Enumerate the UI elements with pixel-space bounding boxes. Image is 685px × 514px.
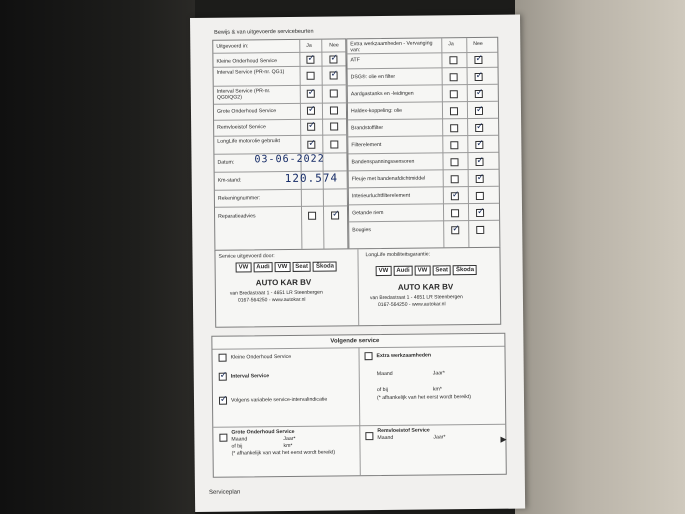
- column-divider: [466, 38, 469, 248]
- row-label: Remvloeistof Service: [217, 124, 266, 131]
- check-mark: ✓: [451, 190, 460, 201]
- background-adjacent-page: [515, 0, 685, 514]
- checkbox-ja[interactable]: [450, 124, 458, 132]
- of-bij-label: of bij: [376, 386, 388, 394]
- row-label: Filterelement: [351, 142, 382, 149]
- maand-label: Maand: [377, 434, 394, 442]
- col-header-ja: Ja: [306, 42, 312, 49]
- km-unit-label: km*: [432, 386, 442, 393]
- check-mark: ✓: [475, 70, 484, 82]
- row-label: Kleine Onderhoud Service: [216, 58, 278, 65]
- check-mark: ✓: [476, 138, 484, 150]
- check-mark: ✓: [307, 87, 316, 98]
- row-label: Getande riem: [352, 209, 384, 217]
- check-mark: ✓: [332, 209, 340, 220]
- afhankelijk-note: (* afhankelijk van het eerst wordt bereikt): [376, 394, 472, 402]
- row-divider: [214, 102, 346, 104]
- reparatie-label: Reparatieadvies: [218, 213, 256, 220]
- jaar-label: Jaar*: [432, 370, 445, 377]
- checkbox-nee[interactable]: [476, 192, 484, 200]
- stamp-address: van Bredastraat 1 - 4651 LR Steenbergen: [369, 294, 463, 302]
- checkbox-nee[interactable]: [476, 226, 484, 234]
- row-divider: [349, 203, 499, 206]
- checkbox-rem[interactable]: [365, 432, 373, 440]
- check-mark: ✓: [330, 53, 339, 64]
- row-label: Bougies: [352, 227, 372, 234]
- checkbox-ja[interactable]: [450, 158, 458, 166]
- row-divider: [214, 65, 346, 67]
- maand-label: Maand: [231, 436, 248, 443]
- checkbox-ja[interactable]: [451, 209, 459, 217]
- row-divider: [348, 67, 498, 70]
- col-header-nee: Nee: [329, 42, 339, 49]
- longlife-label: LongLife mobiliteitsgarantie:: [365, 251, 431, 259]
- brand-logo: Seat: [432, 265, 451, 275]
- check-mark: ✓: [308, 120, 316, 131]
- column-divider: [357, 249, 359, 325]
- row-divider: [214, 118, 346, 120]
- checkbox-ja[interactable]: [450, 107, 458, 115]
- brand-logo: Škoda: [453, 265, 477, 275]
- row-label: Interval Service (PR-nr. QG0/QG2): [216, 88, 271, 101]
- arrow-icon: ▶: [500, 434, 507, 444]
- rem-label: Remvloeistof Service: [377, 427, 430, 435]
- row-label: Grote Onderhoud Service: [216, 108, 277, 115]
- row-label: Bandenspanningssensoren: [351, 158, 415, 166]
- kleine-label: Kleine Onderhoud Service: [230, 353, 292, 361]
- row-divider: [214, 84, 346, 86]
- extra-work-table: [346, 37, 500, 251]
- stamp-address: van Bredastraat 1 - 4651 LR Steenbergen: [229, 289, 323, 297]
- maand-label: Maand: [376, 370, 393, 378]
- jaar-label: Jaar*: [283, 435, 296, 443]
- service-stamp-section: [214, 247, 501, 328]
- checkbox-ja[interactable]: [308, 212, 316, 220]
- row-label: DSG®: olie en filter: [350, 73, 396, 81]
- datum-value[interactable]: 03-06-2022: [254, 153, 325, 166]
- row-label: ATF: [350, 57, 360, 64]
- page-header: Bewijs & van uitgevoerde servicebeurten: [214, 28, 314, 36]
- checkbox-ja[interactable]: [450, 141, 458, 149]
- check-mark: ✓: [475, 53, 484, 65]
- row-divider: [348, 135, 498, 138]
- page-footer: Serviceplan: [208, 489, 241, 496]
- row-divider: [349, 220, 499, 223]
- checkbox-nee[interactable]: [330, 89, 338, 97]
- checkbox-nee[interactable]: [330, 122, 338, 130]
- row-divider: [348, 84, 498, 87]
- km-label: Km-stand:: [217, 177, 242, 184]
- stamp-company-name: AUTO KAR BV: [397, 282, 454, 292]
- checkbox-ja[interactable]: [450, 90, 458, 98]
- row-label: LongLife motorolie gebruikt: [217, 138, 280, 145]
- row-divider: [348, 101, 498, 104]
- row-label: Haldex-koppeling: olie: [350, 107, 403, 115]
- col-header-ja: Ja: [448, 41, 454, 48]
- row-label: Interval Service (PR-nr. QG1): [216, 69, 285, 76]
- variabele-label: Volgens variabele service-intervalindicatie: [230, 396, 328, 404]
- check-mark: ✓: [476, 121, 484, 133]
- row-divider: [349, 186, 499, 189]
- km-unit-label: km*: [283, 442, 293, 450]
- check-mark: ✓: [452, 224, 460, 235]
- afhankelijk-note: (* afhankelijk van wat het eerst wordt bereikt): [231, 449, 336, 457]
- stamp-company-name: AUTO KAR BV: [255, 277, 312, 288]
- col-header-nee: Nee: [473, 40, 483, 48]
- checkbox-grote[interactable]: [219, 434, 227, 442]
- row-divider: [215, 188, 347, 190]
- checkbox-nee[interactable]: [330, 140, 338, 148]
- row-divider: [348, 152, 498, 155]
- brand-logo: Audi: [393, 266, 412, 276]
- brand-logo: VW: [275, 262, 291, 272]
- datum-label: Datum:: [217, 159, 235, 166]
- row-divider: [214, 134, 346, 136]
- brand-logo: Audi: [253, 262, 272, 272]
- check-mark: ✓: [219, 370, 228, 381]
- row-label: Fleuje met bandenafdichtmiddel: [351, 175, 426, 183]
- column-divider: [299, 40, 302, 250]
- checkbox-kleine[interactable]: [219, 354, 227, 362]
- next-service-title: Volgende service: [330, 338, 380, 345]
- stamp-contact: 0167-564250 - www.autokar.nl: [377, 301, 446, 309]
- column-divider: [441, 38, 444, 248]
- check-mark: ✓: [476, 155, 485, 167]
- background-dark-left: [0, 0, 195, 514]
- checkbox-extra[interactable]: [365, 352, 373, 360]
- grote-label: Grote Onderhoud Service: [231, 428, 295, 436]
- check-mark: ✓: [476, 172, 485, 184]
- column-divider: [321, 40, 324, 250]
- check-mark: ✓: [307, 53, 316, 64]
- row-label: Brandstoffilter: [351, 124, 384, 132]
- row-label: Interieurluchtfilterelement: [351, 192, 411, 200]
- checkbox-ja[interactable]: [451, 175, 459, 183]
- row-divider: [213, 51, 345, 53]
- interval-label: Interval Service: [230, 373, 270, 380]
- check-mark: ✓: [307, 104, 316, 115]
- brand-logo-row: [376, 265, 477, 276]
- brand-logo: VW: [415, 265, 431, 275]
- checkbox-ja[interactable]: [449, 56, 457, 64]
- stamp-contact: 0167-564250 - www.autokar.nl: [237, 296, 306, 304]
- jaar-label: Jaar*: [433, 434, 446, 441]
- brand-logo-row: [236, 261, 337, 272]
- checkbox-nee[interactable]: [330, 106, 338, 114]
- service-booklet-page: [190, 15, 525, 512]
- check-mark: ✓: [308, 138, 316, 149]
- checkbox-ja[interactable]: [307, 72, 315, 80]
- col-header-extra: Extra werkzaamheden - Vervanging van:: [350, 40, 433, 54]
- check-mark: ✓: [475, 87, 484, 99]
- check-mark: ✓: [330, 69, 339, 80]
- row-label: Aardgastanks en -leidingen: [350, 90, 414, 98]
- executed-service-table: [212, 38, 348, 251]
- col-header-uitgevoerd: Uitgevoerd in:: [216, 43, 249, 50]
- row-divider: [348, 118, 498, 121]
- km-value[interactable]: 120.574: [284, 171, 339, 186]
- column-divider: [358, 347, 360, 475]
- check-mark: ✓: [219, 394, 228, 405]
- rekening-label: Rekeningnummer:: [217, 195, 261, 202]
- row-divider: [215, 205, 347, 207]
- brand-logo: Seat: [292, 262, 311, 272]
- extra-label: Extra werkzaamheden: [376, 352, 432, 360]
- check-mark: ✓: [476, 206, 485, 218]
- row-divider: [349, 169, 499, 172]
- service-by-label: Service uitgevoerd door:: [218, 253, 275, 260]
- check-mark: ✓: [475, 104, 484, 116]
- brand-logo: VW: [236, 262, 252, 272]
- brand-logo: Škoda: [313, 261, 337, 271]
- brand-logo: VW: [376, 266, 392, 276]
- of-bij-label: of bij: [231, 443, 243, 450]
- next-service-section: [211, 333, 506, 478]
- checkbox-ja[interactable]: [450, 73, 458, 81]
